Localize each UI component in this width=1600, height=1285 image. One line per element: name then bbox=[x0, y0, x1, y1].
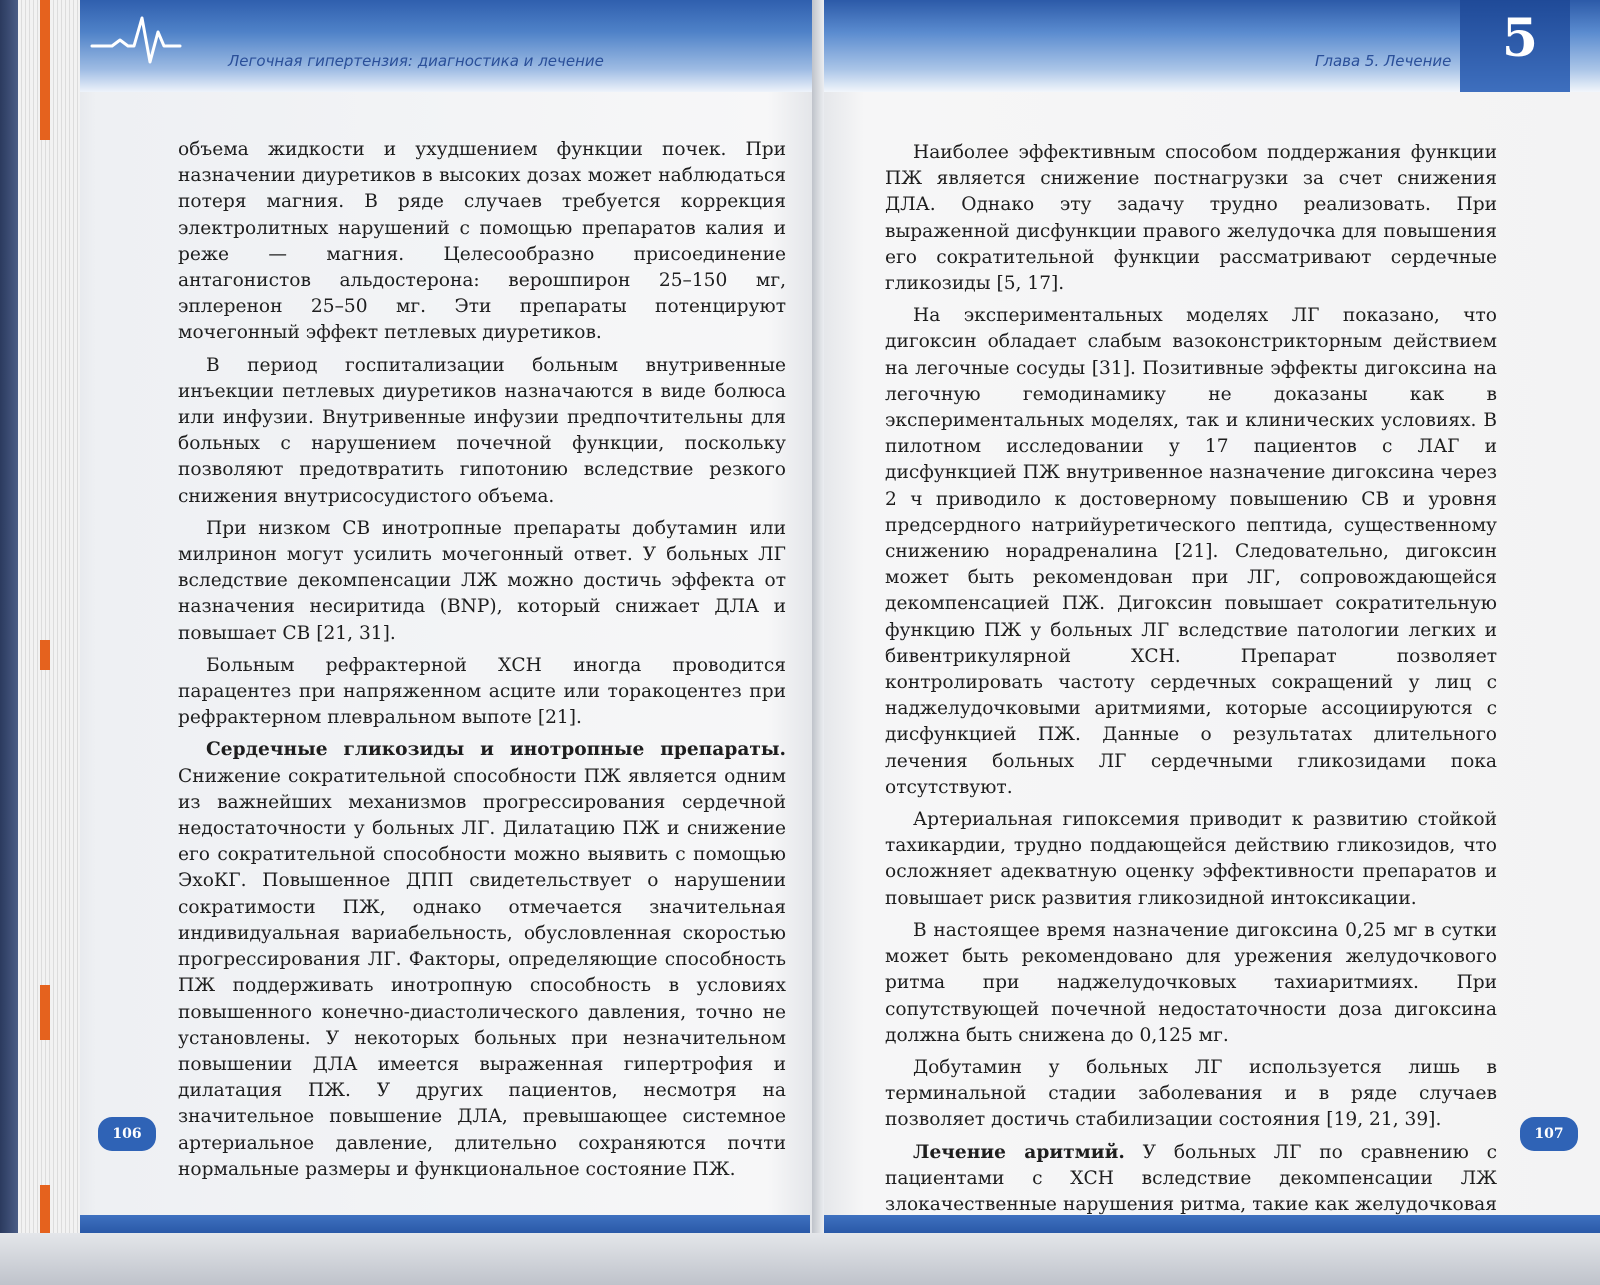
right-page-text bbox=[885, 140, 1497, 1277]
left-footer-bar bbox=[80, 1215, 810, 1233]
paragraph: При низком СВ инотропные препараты добутамин или милринон могут усилить мочегонный ответ. У больных ЛГ вследствие декомпенсации ЛЖ можно достичь эффекта от назначения несиритида (BNP), который снижает ДЛА и повышает СВ [21, 31]. bbox=[178, 517, 786, 644]
heartbeat-icon bbox=[90, 12, 182, 68]
paragraph: На экспериментальных моделях ЛГ показано, что дигоксин обладает слабым вазоконстрикторным действием на легочные сосуды [31]. Позитивные эффекты дигоксина на легочную гемодинамику не доказаны как в экспериментальных моделях, так и клинических условиях. В пилотном исследовании у 17 пациентов с ЛАГ и дисфункцией ПЖ внутривенное назначение дигоксина через 2 ч приводило к достоверному повышению СВ и уровня предсердного натрийуретического пептида, существенному снижению норадреналина [21]. Следовательно, дигоксин может быть рекомендован при ЛГ, сопровождающейся декомпенсацией ПЖ. Дигоксин повышает сократительную функцию ПЖ у больных ЛГ вследствие патологии легких и бивентрикулярной ХСН. Препарат позволяет контролировать частоту сердечных сокращений у лиц с наджелудочковыми аритмиями, которые ассоциируются с дисфункцией ПЖ. Данные о результатах длительного лечения больных ЛГ сердечными гликозидами пока отсутствуют. bbox=[885, 305, 1497, 798]
scan-bottom-edge bbox=[0, 1233, 1600, 1285]
paragraph: Наиболее эффективным способом поддержания функции ПЖ является снижение постнагрузки за счет снижения ДЛА. Однако эту задачу трудно реализовать. При выраженной дисфункции правого желудочка для повышения его сократительной функции рассматривают сердечные гликозиды [5, 17]. bbox=[885, 142, 1497, 295]
paragraph-text: Снижение сократительной способности ПЖ является одним из важнейших механизмов прогрессирования сердечной недостаточности у больных ЛГ. Дилатацию ПЖ и снижение его сократительной способности можно выявить с помощью ЭхоКГ. Повышенное ДПП свидетельствует о нарушении сократимости ПЖ, однако отмечается значительная индивидуальная вариабельность, обусловленная скоростью прогрессирования ЛГ. Факторы, определяющие способность ПЖ поддерживать инотропную способность в условиях повышенного конечно-диастолического давления, точно не установлены. У некоторых больных при незначительном повышении ДЛА имеется выраженная гипертрофия и дилатация ПЖ. У других пациентов, несмотря на значительное повышение ДЛА, превышающее системное артериальное давление, длительно сохраняются почти нормальные размеры и функциональное состояние ПЖ. bbox=[178, 765, 786, 1180]
tab-marker bbox=[40, 640, 50, 670]
running-head-right: Глава 5. Лечение bbox=[1315, 52, 1452, 70]
section-heading: Сердечные гликозиды и инотропные препараты. bbox=[206, 739, 786, 761]
paragraph: объема жидкости и ухудшением функции почек. При назначении диуретиков в высоких дозах может наблюдаться потеря магния. В ряде случаев требуется коррекция электролитных нарушений с помощью препаратов калия и реже — магния. Целесообразно присоединение антагонистов альдостерона: верошпирон 25–150 мг, эплеренон 25–50 мг. Эти препараты потенцируют мочегонный эффект петлевых диуретиков. bbox=[178, 139, 786, 344]
page-number-right: 107 bbox=[1520, 1117, 1578, 1151]
right-footer-bar bbox=[824, 1215, 1600, 1233]
paragraph bbox=[178, 737, 786, 1182]
paragraph: В период госпитализации больным внутривенные инъекции петлевых диуретиков назначаются в виде болюса или инфузии. Внутривенные инфузии предпочтительны для больных с нарушением почечной функции, поскольку позволяют предотвратить гипотонию вследствие резкого снижения внутрисосудистого объема. bbox=[178, 354, 786, 507]
left-page-text bbox=[178, 137, 786, 1189]
tab-marker bbox=[40, 985, 50, 1040]
tab-marker bbox=[40, 0, 50, 140]
left-page-header bbox=[80, 0, 820, 92]
paragraph: Добутамин у больных ЛГ используется лишь в терминальной стадии заболевания и в ряде случаев позволяет достичь стабилизации состояния [19, 21, 39]. bbox=[885, 1056, 1497, 1131]
paragraph: Артериальная гипоксемия приводит к развитию стойкой тахикардии, трудно поддающейся действию гликозидов, что осложняет адекватную оценку эффективности препаратов и повышает риск развития гликозидной интоксикации. bbox=[885, 809, 1497, 909]
page-number-left: 106 bbox=[98, 1117, 156, 1151]
chapter-number: 5 bbox=[1501, 8, 1538, 69]
paragraph: Больным рефрактерной ХСН иногда проводится парацентез при напряженном асците или торакоцентез при рефрактерном плевральном выпоте [21]. bbox=[178, 654, 786, 729]
paragraph-text: У больных ЛГ по сравнению с пациентами с ХСН вследствие декомпенсации ЛЖ злокачественные нарушения ритма, такие как желудочковая bbox=[885, 1141, 1498, 1215]
section-heading: Лечение аритмий. bbox=[913, 1141, 1125, 1163]
book-cover-edge bbox=[0, 0, 18, 1285]
book-gutter bbox=[812, 0, 824, 1285]
paragraph: В настоящее время назначение дигоксина 0,25 мг в сутки может быть рекомендовано для урежения желудочкового ритма при наджелудочковых тахиаритмиях. При сопутствующей почечной недостаточности доза дигоксина должна быть снижена до 0,125 мг. bbox=[885, 919, 1497, 1046]
running-head-left: Легочная гипертензия: диагностика и лечение bbox=[228, 52, 604, 70]
